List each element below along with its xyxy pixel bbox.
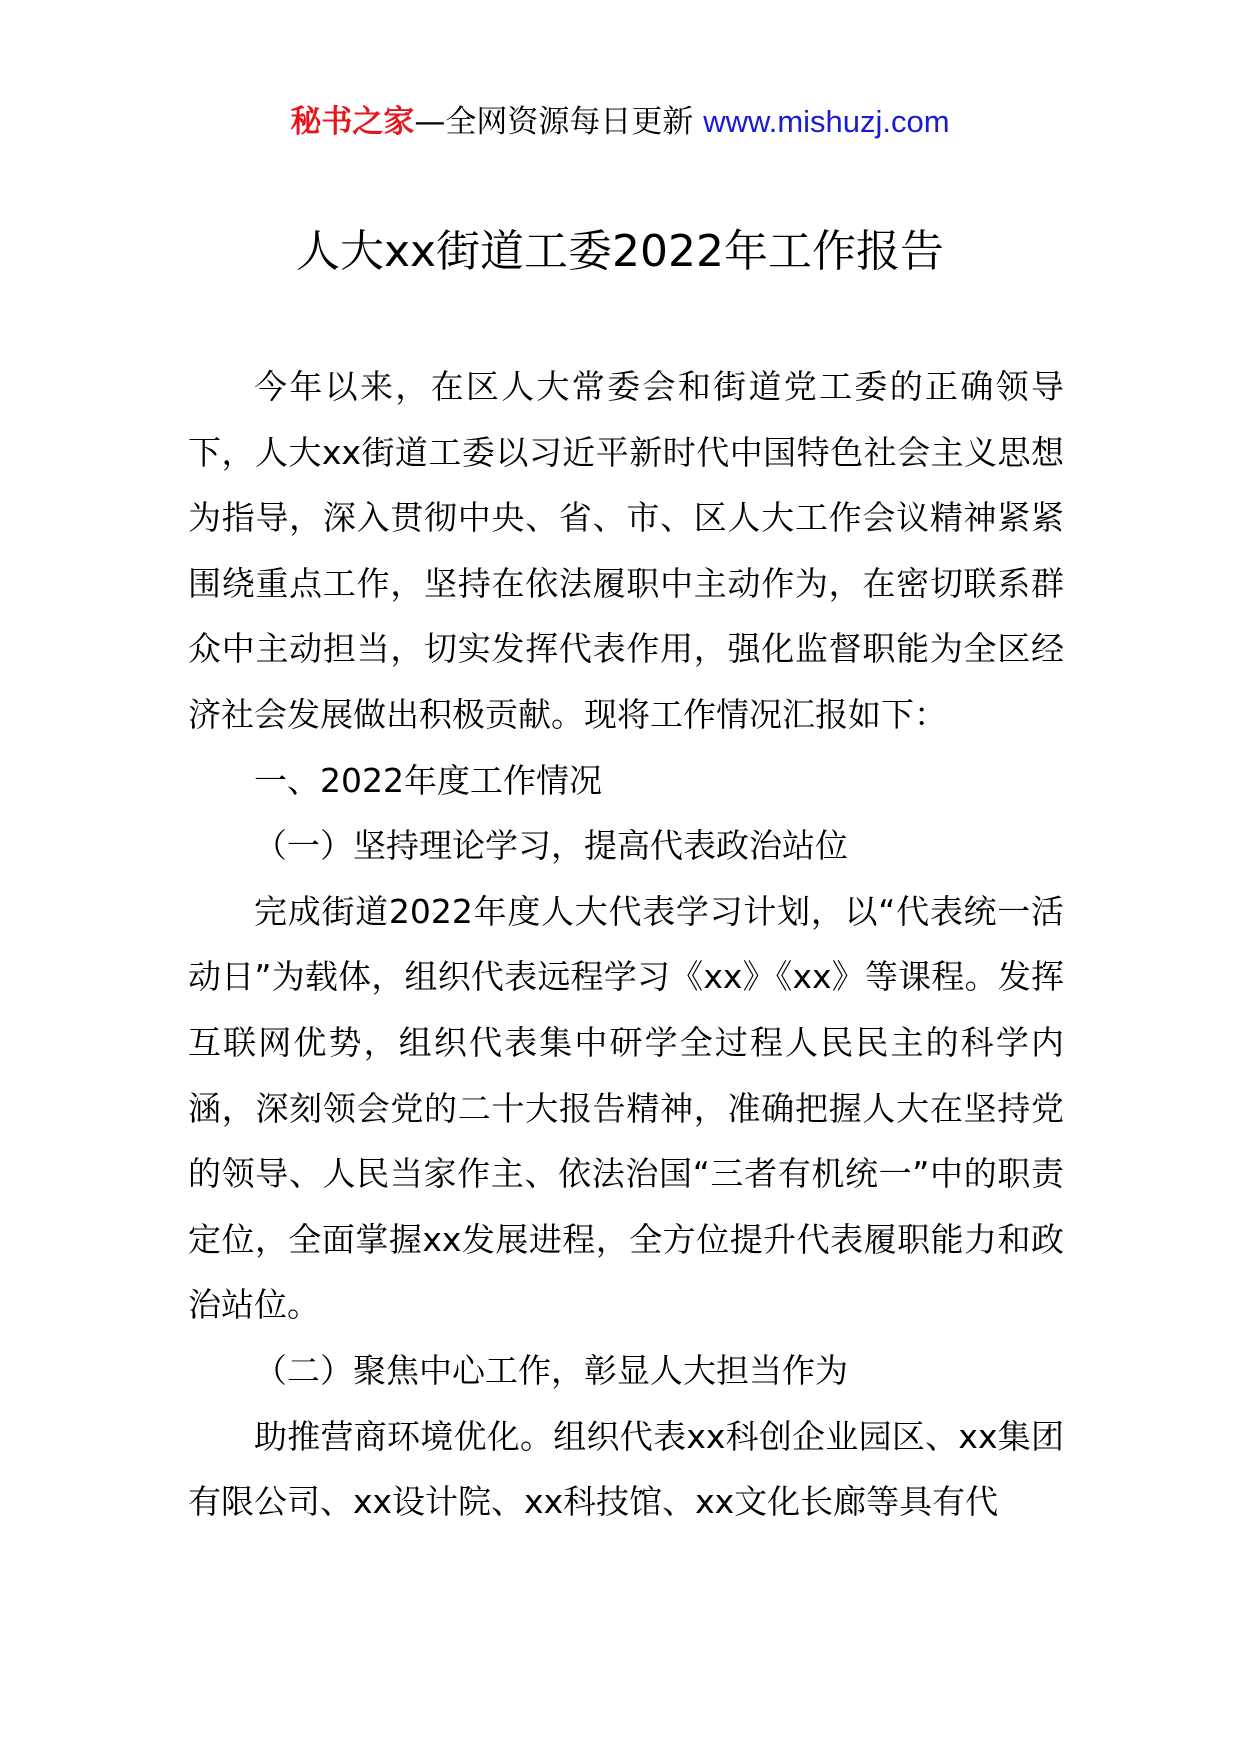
- subsection-heading: （一）坚持理论学习，提高代表政治站位: [254, 826, 848, 866]
- brand-name: 秘书之家: [290, 104, 415, 140]
- paragraph-business: 助推营商环境优化。组织代表xx科创企业园区、xx集团有限公司、xx设计院、xx科技馆、xx文化长廊等具有代: [188, 1416, 1064, 1522]
- section-heading: 一、2022年度工作情况: [254, 760, 602, 800]
- subsection-heading: （二）聚焦中心工作，彰显人大担当作为: [254, 1350, 848, 1390]
- site-header: [0, 100, 1240, 144]
- header-tagline: —全网资源每日更新: [414, 104, 694, 140]
- document-title: 人大xx街道工委2022年工作报告: [295, 226, 945, 277]
- site-link[interactable]: www.mishuzj.com: [703, 104, 950, 139]
- document-body: [188, 354, 1064, 1535]
- paragraph-intro: 今年以来，在区人大常委会和街道党工委的正确领导下，人大xx街道工委以习近平新时代中国特色社会主义思想为指导，深入贯彻中央、省、市、区人大工作会议精神紧紧围绕重点工作，坚持在依法履职中主动作为，在密切联系群众中主动担当，切实发挥代表作用，强化监督职能为全区经济社会发展做出积极贡献。现将工作情况汇报如下：: [188, 367, 1064, 734]
- paragraph-study: 完成街道2022年度人大代表学习计划，以“代表统一活动日”为载体，组织代表远程学习《xx》《xx》等课程。发挥互联网优势，组织代表集中研学全过程人民民主的科学内涵，深刻领会党的二十大报告精神，准确把握人大在坚持党的领导、人民当家作主、依法治国“三者有机统一”中的职责定位，全面掌握xx发展进程，全方位提升代表履职能力和政治站位。: [188, 891, 1064, 1325]
